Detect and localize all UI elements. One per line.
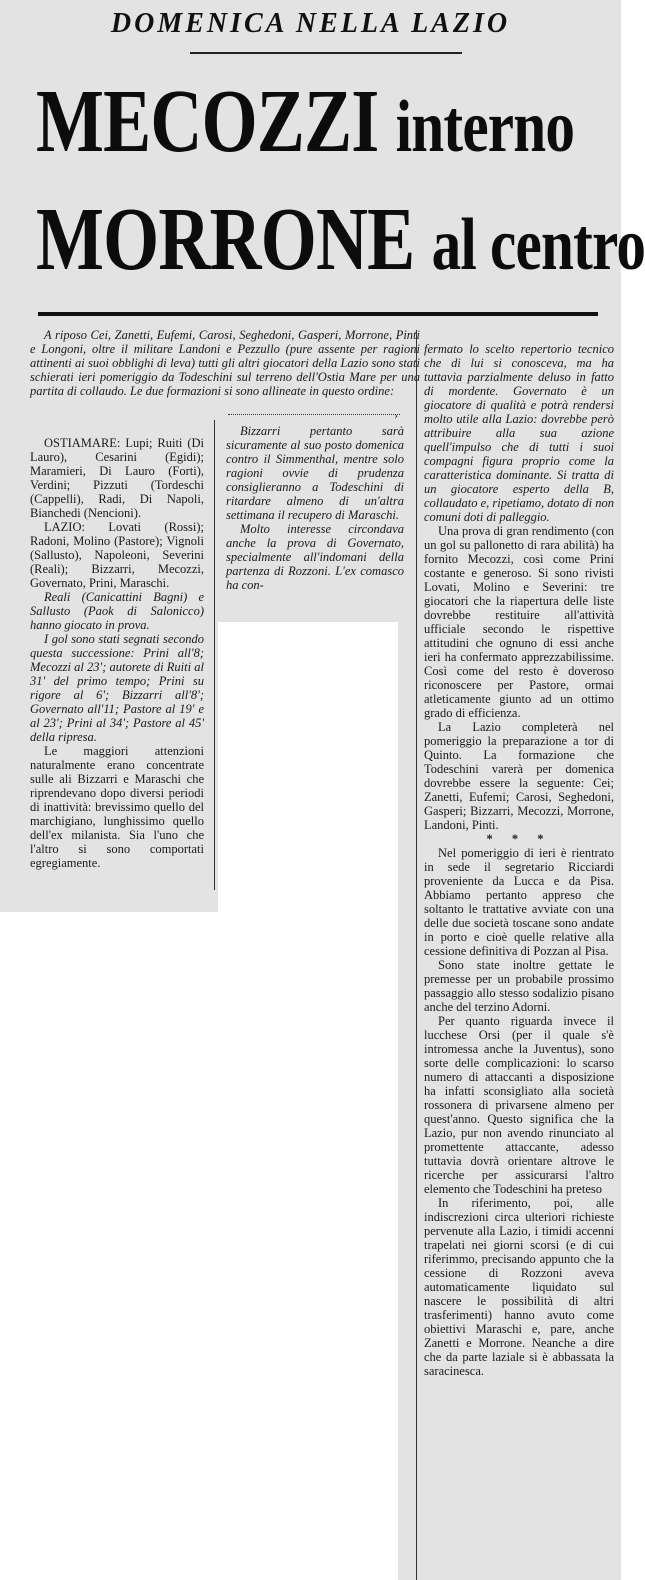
paragraph: La Lazio completerà nel pomeriggio la preparazione a tor di Quinto. La formazione che Todeschini varerà per domenica dovrebbe essere la seguente: Cei; Zanetti, Eufemi; Carosi, Seghedoni, Gasperi; Bizzarri, Mecozzi, Morrone, Landoni, Pinti. [424, 720, 614, 832]
headline-line-1 [36, 72, 574, 177]
paragraph: I gol sono stati segnati secondo questa successione: Prini all'8; Mecozzi al 23'; autorete di Ruiti al 31' del primo tempo; Prini su rigore al 6'; Bizzarri all'8'; Governato all'11; Pastore al 19' e al 23'; Prini al 34'; Pastore al 45' della ripresa. [30, 632, 204, 744]
ostiamare-lineup: OSTIAMARE: Lupi; Ruiti (Di Lauro), Cesarini (Egidi); Maramieri, Di Lauro (Forti), Verdini; Pizzuti (Tordeschi (Cappelli), Radi, Di Napoli, Bianchedi (Nencioni). [30, 436, 204, 520]
lazio-lineup: LAZIO: Lovati (Rossi); Radoni, Molino (Pastore); Vignoli (Sallusto), Napoleoni, Severini (Reali); Bizzarri, Mecozzi, Governato, Prini, Maraschi. [30, 520, 204, 590]
column-3 [424, 342, 614, 1378]
headline-word-3: MORRONE [36, 190, 432, 289]
paragraph: Nel pomeriggio di ieri è rientrato in sede il segretario Ricciardi proveniente da Lucca e da Pisa. Abbiamo pertanto appreso che soltanto le trattative avviate con una delle due società toscane sono andate in porto e cioè quelle relative alla cessione definitiva di Pozzan al Pisa. [424, 846, 614, 958]
section-separator: * * * [486, 832, 552, 846]
continuation-arrow [228, 414, 400, 415]
paragraph: fermato lo scelto repertorio tecnico che di lui si conosceva, ma ha tuttavia parzialmente deluso in fatto di mordente. Governato è un giocatore di qualità e potrà rendersi molto utile alla Lazio: dovrebbe però attribuire alla sua azione quell'impulso che di tutti i suoi compagni figura proprio come la caratteristica dominante. Si tratta di un giocatore esperto della B, collaudato e, ripetiamo, dotato di non comuni doti di palleggio. [424, 342, 614, 524]
paragraph: Una prova di gran rendimento (con un gol su pallonetto di rara abilità) ha fornito Mecozzi, così come Prini costante e generoso. Si sono rivisti Lovati, Molino e Severini: tre giocatori che la riapertura delle liste dovrebbe restituire all'attività ufficiale secondo le rispettive attitudini che ognuno di essi anche ieri ha confermato apprezzabilissime. Così come del resto è doveroso riconoscere per Pastore, ormai atleticamente giunto ad un ottimo grado di efficienza. [424, 524, 614, 720]
column-divider [214, 420, 215, 890]
headline-word-1: MECOZZI [36, 72, 396, 171]
blank-area [0, 912, 218, 1580]
headline-word-4: al centro [431, 204, 645, 286]
column-1 [30, 436, 204, 870]
paragraph: Le maggiori attenzioni naturalmente erano concentrate sulle ali Bizzarri e Maraschi che riprendevano dopo diversi periodi di inattività: brevissimo quello del marchigiano, lunghissimo quello dell'ex milanista. Sia l'uno che l'altro si sono comportati egregiamente. [30, 744, 204, 870]
paragraph: In riferimento, poi, alle indiscrezioni circa ulteriori richieste pervenute alla Lazio, i timidi accenni trapelati nei giorni scorsi (e di cui riferimmo, precisando appunto che la cessione di Rozzoni aveva automaticamente liquidato sul nascere le possibilità di altri trasferimenti) hanno avuto come obiettivi Maraschi e, pare, anche Zanetti e Morrone. Neanche a dire che da parte laziale si è abbassata la saracinesca. [424, 1196, 614, 1378]
paragraph: Sono state inoltre gettate le premesse per un probabile prossimo passaggio allo stesso sodalizio pisano anche del terzino Adorni. [424, 958, 614, 1014]
arrowhead: › [394, 408, 398, 422]
headline-line-2 [36, 190, 645, 295]
blank-area [218, 622, 398, 1580]
kicker-underline [190, 52, 462, 54]
column-divider [416, 330, 417, 1580]
paragraph: Bizzarri pertanto sarà sicuramente al suo posto domenica contro il Simmenthal, mentre solo ragioni ovvie di prudenza consiglieranno a Todeschini di ritardare almeno di un'altra settimana il recupero di Maraschi. [226, 424, 404, 522]
headline-rule [38, 312, 598, 316]
headline-word-2: interno [395, 86, 575, 168]
paragraph: Per quanto riguarda invece il lucchese Orsi (per il quale s'è intromessa anche la Juventus), sono sorte delle complicazioni: lo scarso numero di attaccanti a disposizione ha infatti sconsigliato alla società rossonera di privarsene almeno per quest'anno. Questo significa che la Lazio, pur non avendo rinunciato al promettente attaccante, adesso tuttavia dovrà orientare altrove le ricerche per assicurarsi l'altro elemento che Todeschini ha preteso [424, 1014, 614, 1196]
column-2 [226, 424, 404, 592]
lead-text: A riposo Cei, Zanetti, Eufemi, Carosi, Seghedoni, Gasperi, Morrone, Pinti e Longoni, oltre il militare Landoni e Pezzullo (pure assente per ragioni attinenti ai suoi obblighi di leva) tutti gli altri giocatori della Lazio sono stati schierati ieri pomeriggio da Todeschini sul terreno dell'Ostia Mare per una partita di collaudo. Le due formazioni si sono allineate in questo ordine: [30, 328, 420, 398]
paragraph: Molto interesse circondava anche la prova di Governato, specialmente all'indomani della partenza di Rozzoni. L'ex comasco ha con- [226, 522, 404, 592]
paragraph: Reali (Canicattini Bagni) e Sallusto (Paok di Salonicco) hanno giocato in prova. [30, 590, 204, 632]
lead-paragraph [30, 328, 420, 398]
kicker: DOMENICA NELLA LAZIO [110, 8, 511, 39]
